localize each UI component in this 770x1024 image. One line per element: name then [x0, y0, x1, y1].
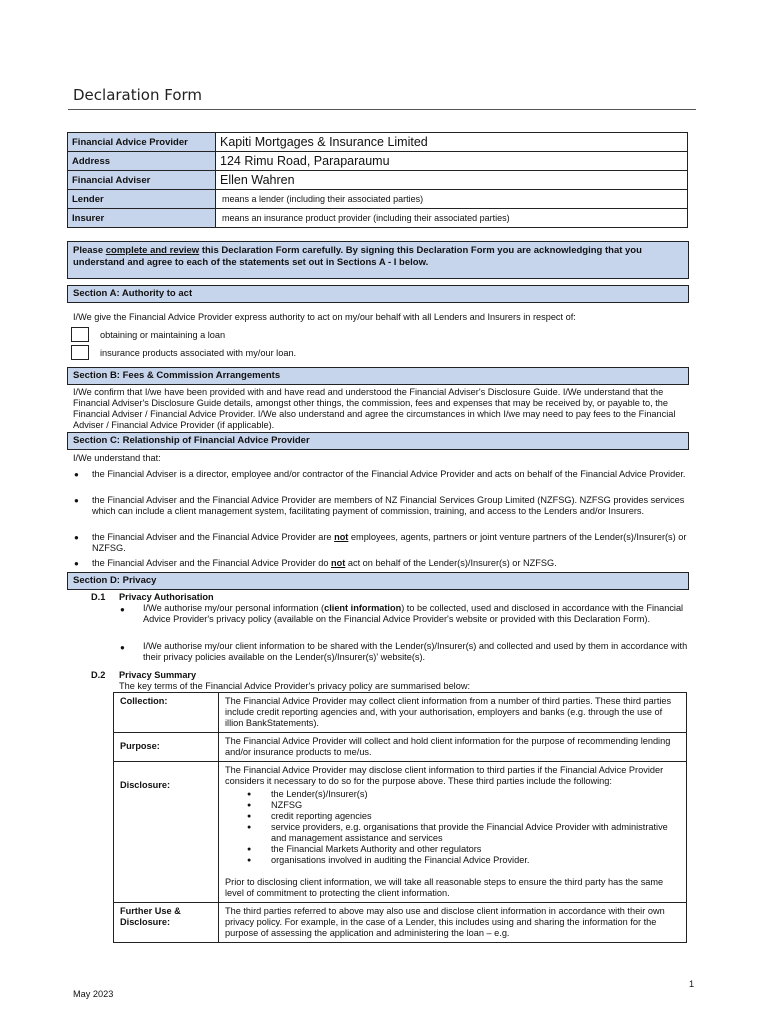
info-label: Financial Adviser: [68, 171, 216, 190]
privacy-value: The third parties referred to above may also use and disclose client information in accordance with their own privacy policy. For example, in the case of a Lender, this includes using and sharing the information for the purpose of assessing the application and administering the loan – e.g.: [219, 903, 687, 943]
info-value: means a lender (including their associated parties): [216, 190, 688, 209]
info-label: Address: [68, 152, 216, 171]
info-row-adviser: [68, 171, 688, 190]
section-b-body: I/We confirm that I/we have been provided with and have read and understood the Financial Adviser's Disclosure Guide. I/We understand that the Financial Adviser's Disclosure Guide details, amongst other things, the commission, fees and expenses that may be received by, or payable to, the Financial Adviser / Financial Advice Provider. I/We also understand and agree the circumstances in which I/we may need to pay fees to the Financial Adviser / Financial Advice Provider (if applicable).: [73, 387, 676, 430]
bullet-icon: ●: [74, 496, 79, 505]
privacy-key: Purpose:: [114, 733, 219, 762]
privacy-value: The Financial Advice Provider may collect client information from a number of third parties. These third parties include credit reporting agencies and, with your authorisation, employers and banks (e.g. through the use of illion BankStatements).: [219, 693, 687, 733]
title-divider: [68, 109, 696, 110]
text-part: I/We authorise my/our personal information (: [143, 603, 325, 613]
section-c-bullet: the Financial Adviser is a director, employee and/or contractor of the Financial Advice Provider and acts on behalf of the Financial Advice Provider.: [92, 469, 686, 479]
d1-number: D.1: [91, 592, 106, 602]
privacy-row: [114, 733, 687, 762]
info-table: [67, 132, 688, 228]
privacy-value: The Financial Advice Provider will collect and hold client information for the purpose of recommending lending and/or insurance products to me/us.: [219, 733, 687, 762]
notice-box: [67, 241, 689, 279]
d1-bullet: I/We authorise my/our client information to be shared with the Lender(s)/Insurer(s) and collected and used by them in accordance with their privacy policies available on the Lender(s)/Insurer(s)' website(s).: [143, 641, 688, 662]
text-part: act on behalf of the Lender(s)/Insurer(s) or NZFSG.: [345, 558, 557, 568]
list-item: ● the Financial Markets Authority and other regulators: [271, 844, 680, 855]
page-title: Declaration Form: [73, 86, 203, 104]
section-c-bullet: [92, 558, 690, 569]
d2-title: Privacy Summary: [119, 670, 197, 680]
section-c-intro: I/We understand that:: [73, 453, 161, 463]
emphasis-not: not: [331, 558, 346, 568]
info-value: means an insurance product provider (including their associated parties): [216, 209, 688, 228]
disclosure-list: [225, 789, 680, 866]
info-value: Ellen Wahren: [216, 171, 688, 190]
notice-link: complete and review: [105, 245, 200, 256]
list-item: ● service providers, e.g. organisations that provide the Financial Advice Provider with administrative and management assistance and services: [271, 822, 680, 844]
section-a-header: Section A: Authority to act: [67, 285, 689, 303]
privacy-row: [114, 903, 687, 943]
info-row-address: [68, 152, 688, 171]
footer-date: May 2023: [73, 989, 114, 999]
d2-number: D.2: [91, 670, 106, 680]
section-a-intro: I/We give the Financial Advice Provider express authority to act on my/our behalf with all Lenders and Insurers in respect of:: [73, 312, 576, 322]
list-item: ● the Lender(s)/Insurer(s): [271, 789, 680, 800]
section-c-bullet: [92, 532, 690, 554]
privacy-row: [114, 693, 687, 733]
notice-pre: Please: [73, 245, 106, 256]
info-label: Financial Advice Provider: [68, 133, 216, 152]
text-bold: client information: [324, 603, 402, 613]
section-b-header: Section B: Fees & Commission Arrangements: [67, 367, 689, 385]
info-row-lender: [68, 190, 688, 209]
bullet-icon: ●: [120, 643, 125, 652]
section-c-bullet: the Financial Adviser and the Financial Advice Provider are members of NZ Financial Services Group Limited (NZFSG). NZFSG provides services which can include a client management system, facilitating payment of commission, training, and access to the Lenders and/or Insurers.: [92, 495, 685, 516]
d2-intro: The key terms of the Financial Advice Provider's privacy policy are summarised below:: [119, 681, 471, 691]
loan-checkbox[interactable]: [71, 327, 89, 342]
info-label: Lender: [68, 190, 216, 209]
page-number: 1: [689, 979, 695, 989]
privacy-key: Collection:: [114, 693, 219, 733]
insurance-checkbox[interactable]: [71, 345, 89, 360]
disclosure-intro: The Financial Advice Provider may disclose client information to third parties if the Financial Advice Provider considers it necessary to do so for the purpose above. These third parties include the following:: [225, 765, 664, 786]
info-value: 124 Rimu Road, Paraparaumu: [216, 152, 688, 171]
d1-title: Privacy Authorisation: [119, 592, 214, 602]
disclosure-after: Prior to disclosing client information, we will take all reasonable steps to ensure the third party has the same level of commitment to protecting the client information.: [225, 877, 664, 898]
list-item: ● organisations involved in auditing the Financial Advice Provider.: [271, 855, 680, 866]
emphasis-not: not: [334, 532, 349, 542]
text-part: the Financial Adviser and the Financial Advice Provider do: [92, 558, 332, 568]
info-label: Insurer: [68, 209, 216, 228]
info-row-insurer: [68, 209, 688, 228]
loan-option-label: obtaining or maintaining a loan: [100, 330, 226, 340]
bullet-icon: ●: [74, 559, 79, 568]
info-value: Kapiti Mortgages & Insurance Limited: [216, 133, 688, 152]
section-c-header: Section C: Relationship of Financial Advice Provider: [67, 432, 689, 450]
privacy-value-cell: [219, 762, 687, 903]
privacy-key: Disclosure:: [114, 762, 219, 903]
section-d-header: Section D: Privacy: [67, 572, 689, 590]
bullet-icon: ●: [74, 470, 79, 479]
bullet-icon: ●: [120, 605, 125, 614]
list-item: ● credit reporting agencies: [271, 811, 680, 822]
privacy-row: [114, 762, 687, 903]
notice-post: this Declaration Form carefully. By signing this Declaration Form you are acknowledging that you understand and agree to each of the statements set out in Sections A - I below.: [73, 245, 642, 268]
text-part: the Financial Adviser and the Financial Advice Provider are: [92, 532, 335, 542]
privacy-summary-table: [113, 692, 687, 943]
text-part: employees, agents, partners or joint venture partners of the Lender(s)/Insurer(s) or NZFSG.: [92, 532, 687, 553]
info-row-provider: [68, 133, 688, 152]
privacy-key: Further Use & Disclosure:: [114, 903, 219, 943]
bullet-icon: ●: [74, 533, 79, 542]
text-part: ) to be collected, used and disclosed in accordance with the Financial Advice Provider's privacy policy (available on the Financial Advice Provider's website or provided with this Declaration Form).: [143, 603, 684, 624]
insurance-option-label: insurance products associated with my/our loan.: [100, 348, 297, 358]
d1-bullet: [143, 603, 691, 625]
list-item: ● NZFSG: [271, 800, 680, 811]
